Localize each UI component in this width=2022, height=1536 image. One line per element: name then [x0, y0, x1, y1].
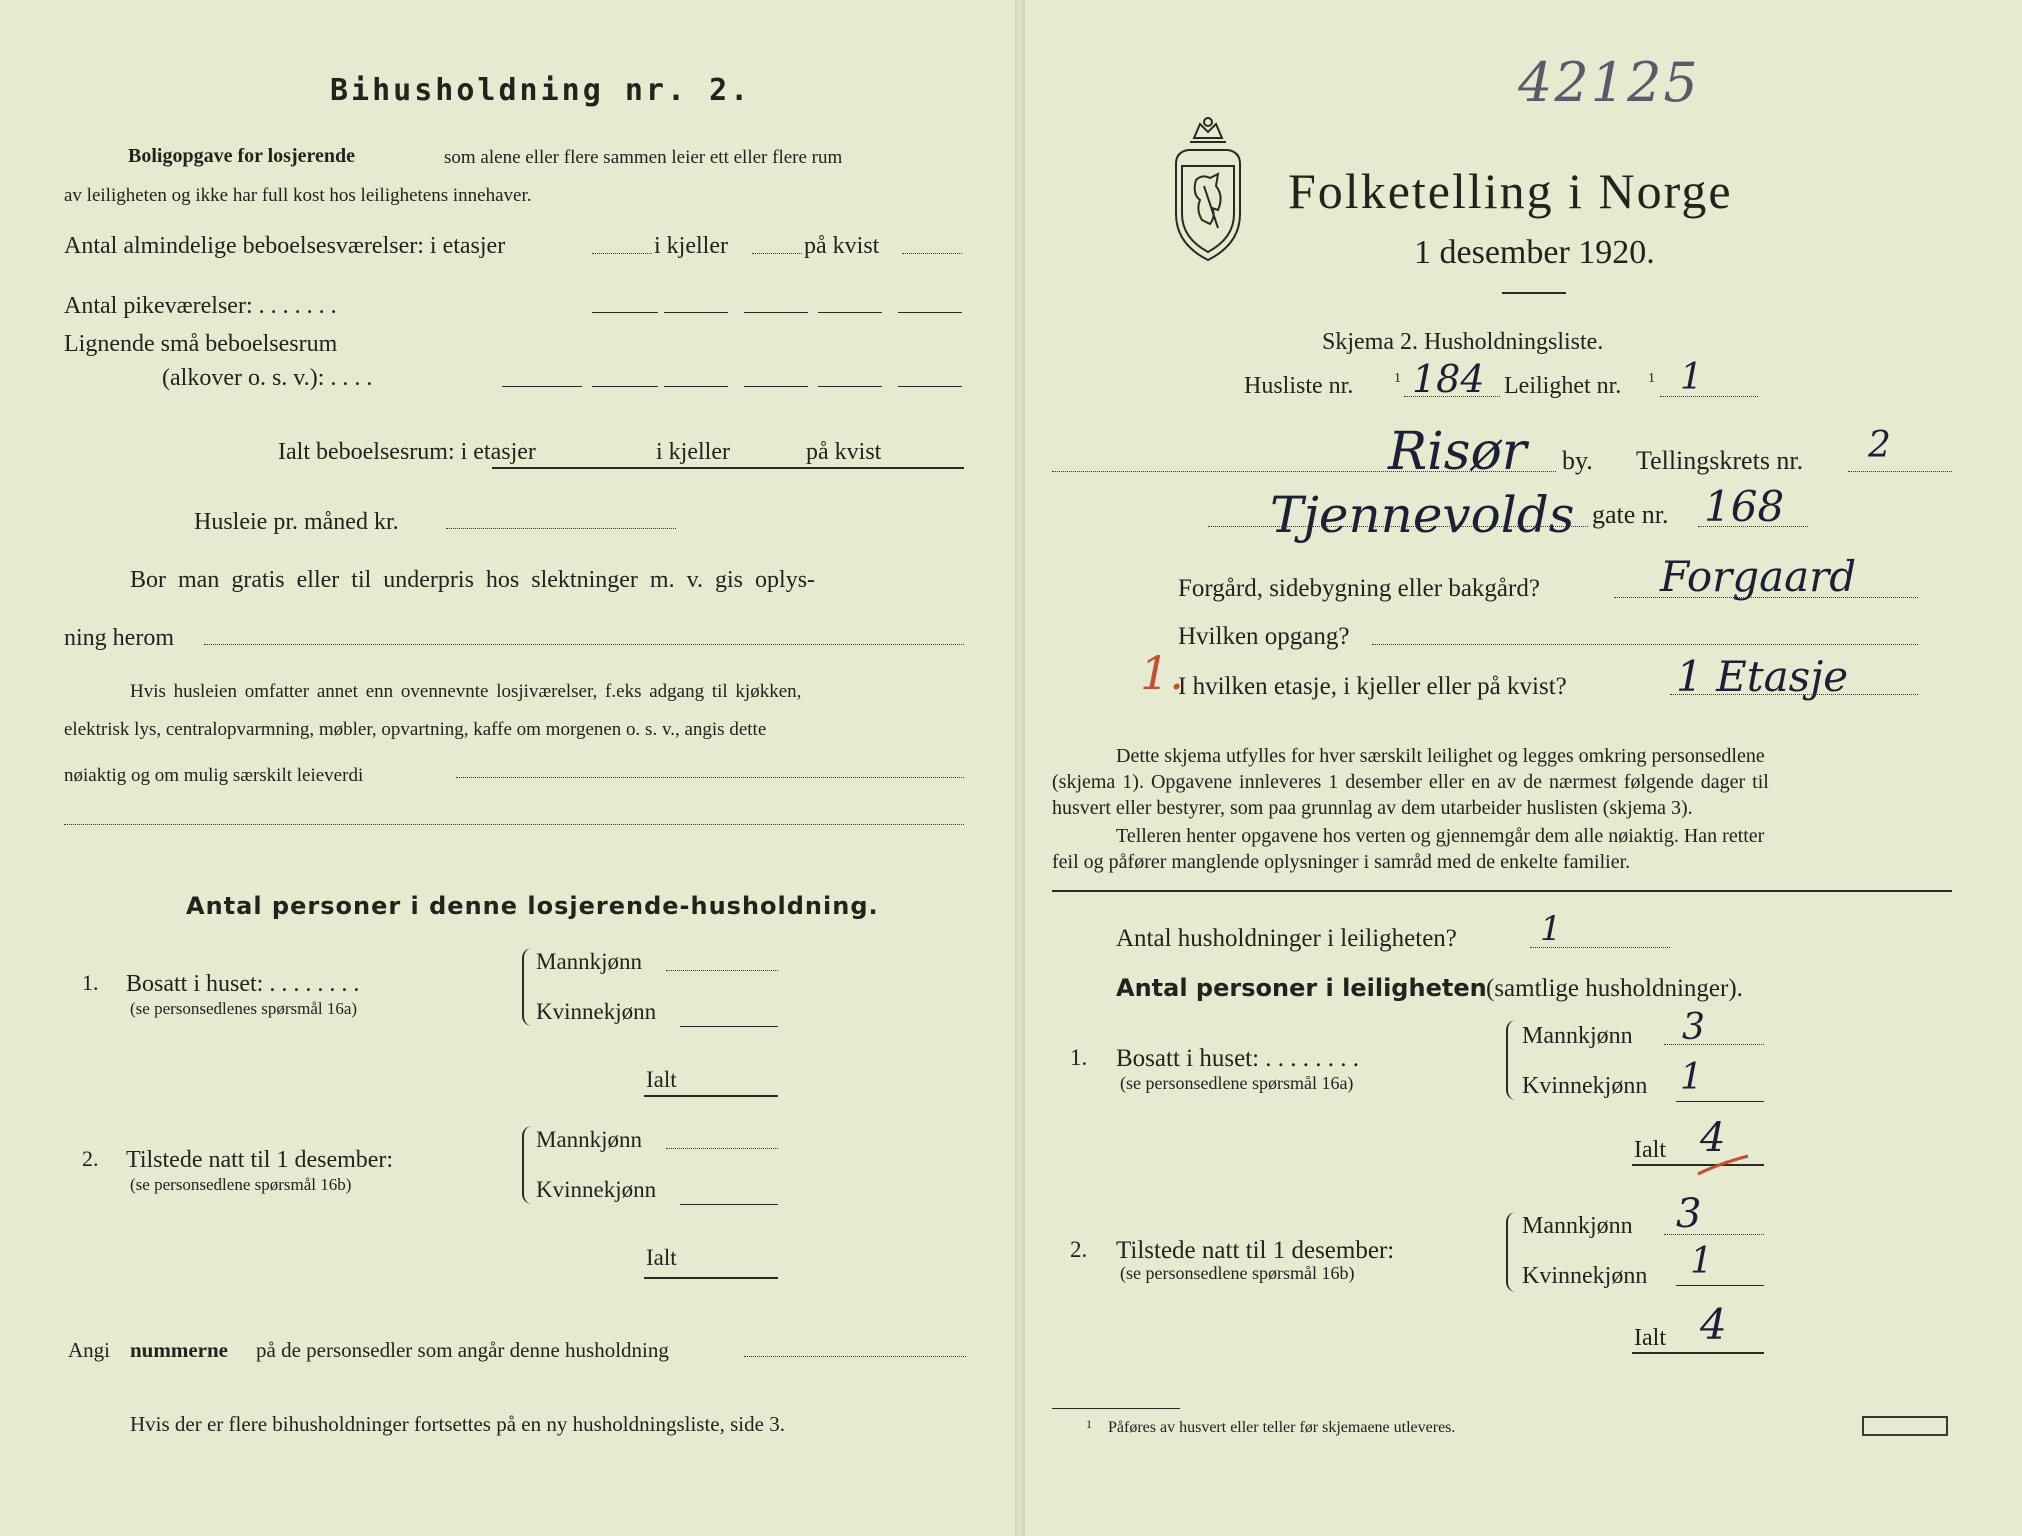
etasje-field[interactable] [1670, 694, 1918, 695]
r-q1-number: 1. [1070, 1045, 1088, 1070]
husliste-label: Husliste nr. [1244, 373, 1354, 399]
instructions-5: feil og påfører manglende oplysninger i samråd med de enkelte familier. [1052, 851, 1631, 873]
footnote-number: 1 [1086, 1417, 1092, 1431]
rooms-etasjer-field[interactable] [592, 253, 652, 254]
pike-cellar-field[interactable] [664, 312, 728, 313]
r-q2-female-field[interactable] [1676, 1285, 1764, 1286]
includes-field[interactable] [456, 777, 964, 778]
small-rooms-field-1[interactable] [502, 386, 582, 387]
persons-heading: Antal personer i denne losjerende-husholdning. [186, 892, 879, 920]
rent-field[interactable] [446, 528, 676, 529]
rooms-label: Antal almindelige beboelsesværelser: i etasjer [64, 233, 506, 259]
town-value[interactable]: Risør [1388, 422, 1527, 482]
q2-male-field[interactable] [666, 1148, 778, 1149]
page-fold [1015, 0, 1025, 1536]
leilighet-field[interactable] [1660, 396, 1758, 397]
numbers-pre: Angi [68, 1338, 110, 1362]
r-q2-number: 2. [1070, 1237, 1088, 1262]
numbers-bold: nummerne [130, 1338, 228, 1362]
total-rooms-attic-label: på kvist [806, 439, 882, 465]
rooms-attic-label: på kvist [804, 233, 880, 259]
small-rooms-field-6[interactable] [898, 386, 962, 387]
r-q2-total-label: Ialt [1634, 1325, 1666, 1351]
q2-female-label: Kvinnekjønn [536, 1177, 657, 1202]
opgang-field[interactable] [1372, 644, 1918, 645]
r-q1-female-value[interactable]: 1 [1680, 1057, 1703, 1098]
leilighet-sup: 1 [1648, 371, 1655, 386]
q1-male-label: Mannkjønn [536, 949, 643, 974]
includes-line-3: nøiaktig og om mulig særskilt leieverdi [64, 765, 364, 786]
red-check-mark: 1. [1140, 646, 1184, 700]
gate-label: gate nr. [1592, 500, 1669, 529]
title-rule [1502, 292, 1566, 294]
leilighet-value[interactable]: 1 [1680, 357, 1703, 398]
rooms-attic-field[interactable] [902, 253, 962, 254]
archive-number: 42125 [1518, 51, 1700, 114]
krets-field[interactable] [1848, 471, 1952, 472]
r-q2-sub: (se personsedlene spørsmål 16b) [1120, 1263, 1355, 1283]
street-value[interactable]: Tjennevolds [1270, 486, 1575, 544]
r-q1-female-label: Kvinnekjønn [1522, 1073, 1648, 1099]
leilighet-label: Leilighet nr. [1504, 373, 1622, 399]
intro-bold: Boligopgave for losjerende [128, 145, 356, 167]
footnote-text: Påføres av husvert eller teller før skjemaene utleveres. [1108, 1419, 1456, 1436]
gate-field[interactable] [1698, 526, 1808, 527]
free-line-1: Bor man gratis eller til underpris hos slektninger m. v. gis oplys- [130, 567, 816, 593]
total-rooms-cellar-label: i kjeller [656, 439, 730, 465]
r-q2-female-value[interactable]: 1 [1690, 1241, 1713, 1282]
instructions-3: husvert eller bestyrer, som paa grunnlag av dem utarbeider huslisten (skjema 3). [1052, 797, 1693, 819]
instructions-rule [1052, 890, 1952, 892]
persons-bold: Antal personer i leiligheten [1116, 974, 1487, 1002]
households-label: Antal husholdninger i leiligheten? [1116, 925, 1457, 952]
pike-extra-field[interactable] [898, 312, 962, 313]
r-q2-label: Tilstede natt til 1 desember: [1116, 1237, 1395, 1264]
q2-sub: (se personsedlene spørsmål 16b) [130, 1175, 352, 1194]
r-q1-total-value[interactable]: 4 [1700, 1115, 1726, 1161]
small-rooms-field-5[interactable] [818, 386, 882, 387]
small-rooms-label-1: Lignende små beboelsesrum [64, 331, 338, 357]
q2-brace [522, 1126, 534, 1204]
etasje-value[interactable]: 1 Etasje [1676, 652, 1849, 701]
q2-female-field[interactable] [680, 1204, 778, 1205]
instructions-2: (skjema 1). Opgavene innleveres 1 desember eller en av de nærmest følgende dager til [1052, 771, 1769, 793]
coat-of-arms-icon [1166, 116, 1250, 264]
persons-rest: (samtlige husholdninger). [1486, 975, 1743, 1002]
pike-etasjer-field[interactable] [592, 312, 658, 313]
schema-label: Skjema 2. Husholdningsliste. [1322, 329, 1604, 355]
q1-label: Bosatt i huset: . . . . . . . . [126, 971, 360, 997]
left-title: Bihusholdning nr. 2. [330, 73, 752, 108]
r-q1-male-value[interactable]: 3 [1682, 1007, 1705, 1048]
numbers-field[interactable] [744, 1356, 966, 1357]
gate-value[interactable]: 168 [1704, 482, 1785, 531]
r-q2-male-field[interactable] [1664, 1234, 1764, 1235]
rooms-cellar-label: i kjeller [654, 233, 728, 259]
q2-label: Tilstede natt til 1 desember: [126, 1147, 394, 1173]
etasje-label: I hvilken etasje, i kjeller eller på kvist? [1178, 673, 1567, 700]
husliste-sup: 1 [1394, 371, 1401, 386]
q2-total-field[interactable] [644, 1277, 778, 1279]
forgard-field[interactable] [1614, 597, 1918, 598]
pike-label: Antal pikeværelser: . . . . . . . [64, 293, 337, 319]
instructions-1: Dette skjema utfylles for hver særskilt leilighet og legges omkring personsedlene [1116, 745, 1765, 767]
r-q2-male-label: Mannkjønn [1522, 1213, 1633, 1239]
rent-label: Husleie pr. måned kr. [194, 509, 399, 535]
r-q2-total-value[interactable]: 4 [1700, 1300, 1727, 1349]
r-q1-total-label: Ialt [1634, 1137, 1666, 1163]
r-q2-total-field[interactable] [1632, 1352, 1764, 1354]
households-value[interactable]: 1 [1540, 909, 1562, 949]
street-field[interactable] [1208, 526, 1588, 527]
q1-number: 1. [82, 970, 99, 995]
q2-number: 2. [82, 1146, 99, 1171]
instructions-4: Telleren henter opgavene hos verten og gjennemgår dem alle nøiaktig. Han retter [1116, 825, 1765, 847]
red-checkmark-icon [1694, 1150, 1754, 1180]
small-rooms-field-2[interactable] [592, 386, 658, 387]
free-field[interactable] [204, 644, 964, 645]
small-rooms-field-3[interactable] [664, 386, 728, 387]
town-field[interactable] [1052, 471, 1556, 472]
q1-male-field[interactable] [666, 970, 778, 971]
by-label: by. [1562, 446, 1593, 475]
footnote-rule [1052, 1408, 1180, 1409]
r-q1-sub: (se personsedlene spørsmål 16a) [1120, 1073, 1354, 1093]
q1-female-label: Kvinnekjønn [536, 999, 657, 1024]
census-date: 1 desember 1920. [1414, 234, 1655, 271]
q1-brace [522, 948, 534, 1026]
total-rooms-underline[interactable] [492, 467, 964, 469]
r-q1-male-field[interactable] [1664, 1044, 1764, 1045]
q1-female-field[interactable] [680, 1026, 778, 1027]
intro-line2: av leiligheten og ikke har full kost hos leilighetens innehaver. [64, 185, 532, 206]
includes-line-2: elektrisk lys, centralopvarmning, møbler, opvartning, kaffe om morgenen o. s. v., angis dette [64, 719, 767, 740]
includes-field-2[interactable] [64, 824, 964, 825]
rooms-cellar-field[interactable] [752, 253, 802, 254]
left-footer: Hvis der er flere bihusholdninger fortsettes på en ny husholdningsliste, side 3. [130, 1412, 785, 1436]
q2-total-label: Ialt [646, 1245, 677, 1270]
r-q1-female-field[interactable] [1676, 1101, 1764, 1102]
small-rooms-field-4[interactable] [744, 386, 808, 387]
r-q1-male-label: Mannkjønn [1522, 1023, 1633, 1049]
intro-line1: som alene eller flere sammen leier ett eller flere rum [444, 147, 843, 168]
husliste-field[interactable] [1404, 396, 1500, 397]
q1-total-label: Ialt [646, 1067, 677, 1092]
q1-total-field[interactable] [644, 1095, 778, 1097]
census-title: Folketelling i Norge [1288, 163, 1733, 219]
r-q1-brace [1506, 1020, 1518, 1100]
pike-attic-field[interactable] [744, 312, 808, 313]
households-field[interactable] [1530, 947, 1670, 948]
opgang-label: Hvilken opgang? [1178, 623, 1350, 650]
q1-sub: (se personsedlenes spørsmål 16a) [130, 999, 358, 1018]
numbers-post: på de personsedler som angår denne husholdning [256, 1338, 669, 1362]
free-line-2: ning herom [64, 625, 174, 651]
pike-attic-field-2[interactable] [818, 312, 882, 313]
small-rooms-label-2: (alkover o. s. v.): . . . . [162, 365, 373, 391]
r-q2-female-label: Kvinnekjønn [1522, 1263, 1648, 1289]
krets-label: Tellingskrets nr. [1636, 446, 1804, 475]
printer-stamp [1862, 1416, 1948, 1436]
q2-male-label: Mannkjønn [536, 1127, 643, 1152]
krets-value[interactable]: 2 [1868, 425, 1891, 466]
husliste-value[interactable]: 184 [1412, 357, 1485, 401]
includes-line-1: Hvis husleien omfatter annet enn ovennevnte losjiværelser, f.eks adgang til kjøkken, [130, 681, 802, 702]
r-q2-brace [1506, 1212, 1518, 1292]
r-q2-male-value[interactable]: 3 [1676, 1191, 1702, 1237]
forgard-value[interactable]: Forgaard [1660, 552, 1857, 601]
forgard-label: Forgård, sidebygning eller bakgård? [1178, 575, 1540, 602]
r-q1-label: Bosatt i huset: . . . . . . . . [1116, 1045, 1360, 1072]
total-rooms-label: Ialt beboelsesrum: i etasjer [278, 439, 536, 465]
